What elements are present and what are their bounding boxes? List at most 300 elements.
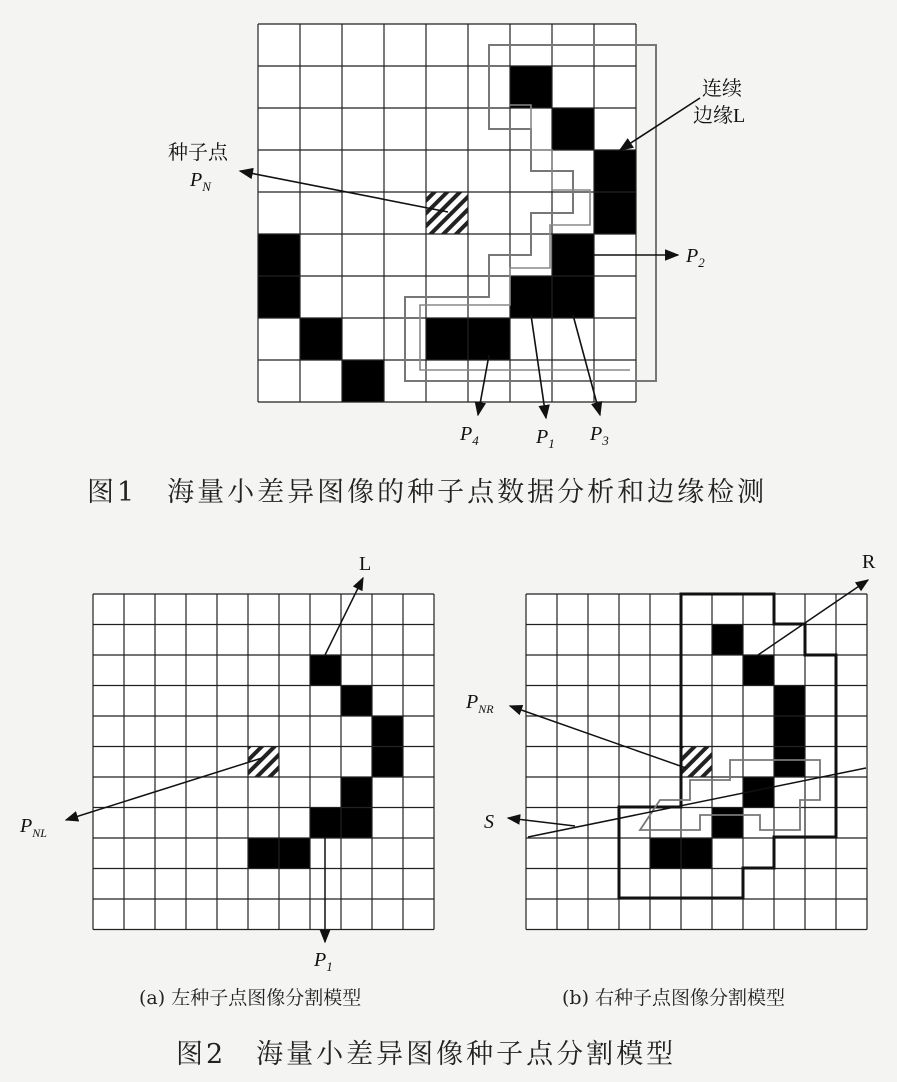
grid-cell: [384, 192, 426, 234]
grid-cell: [93, 625, 124, 656]
edge-pixel: [681, 838, 712, 869]
grid-cell: [426, 66, 468, 108]
grid-cell: [650, 594, 681, 625]
grid-cell: [403, 777, 434, 808]
grid-cell: [155, 686, 186, 717]
grid-cell: [681, 716, 712, 747]
grid-cell: [186, 594, 217, 625]
grid-cell: [300, 66, 342, 108]
grid-cell: [712, 686, 743, 717]
label-p3: $P_3$: [590, 423, 609, 448]
grid-cell: [426, 234, 468, 276]
grid-cell: [124, 655, 155, 686]
grid-cell: [650, 655, 681, 686]
grid-cell: [248, 655, 279, 686]
grid-cell: [588, 747, 619, 778]
edge-pixel: [594, 150, 636, 192]
grid-cell: [588, 686, 619, 717]
edge-pixel: [712, 625, 743, 656]
grid-cell: [372, 625, 403, 656]
grid-cell: [186, 747, 217, 778]
grid-cell: [743, 808, 774, 839]
grid-cell: [258, 66, 300, 108]
grid-cell: [836, 899, 867, 930]
grid-cell: [588, 625, 619, 656]
grid-cell: [342, 318, 384, 360]
grid-cell: [681, 899, 712, 930]
grid-cell: [805, 625, 836, 656]
grid-cell: [588, 838, 619, 869]
edge-pixel: [372, 747, 403, 778]
grid-cell: [93, 747, 124, 778]
grid-cell: [124, 777, 155, 808]
edge-pixel: [468, 318, 510, 360]
grid-cell: [279, 899, 310, 930]
edge-pixel: [743, 655, 774, 686]
grid-cell: [619, 625, 650, 656]
grid-cell: [93, 808, 124, 839]
grid-cell: [279, 777, 310, 808]
grid-cell: [403, 869, 434, 900]
grid-cell: [526, 594, 557, 625]
grid-cell: [588, 716, 619, 747]
grid-cell: [342, 66, 384, 108]
figure2b-caption: (b) 右种子点图像分割模型: [562, 987, 786, 1009]
grid-cell: [619, 777, 650, 808]
grid-cell: [526, 625, 557, 656]
grid-cell: [258, 360, 300, 402]
edge-pixel: [310, 808, 341, 839]
grid-cell: [526, 899, 557, 930]
grid-cell: [836, 777, 867, 808]
label-p4: $P_4$: [460, 423, 479, 448]
edge-pixel: [650, 838, 681, 869]
grid-cell: [712, 838, 743, 869]
grid-cell: [186, 625, 217, 656]
grid-cell: [342, 276, 384, 318]
grid-cell: [650, 869, 681, 900]
grid-cell: [836, 838, 867, 869]
grid-cell: [342, 108, 384, 150]
edge-pixel: [342, 360, 384, 402]
grid-cell: [155, 777, 186, 808]
grid-cell: [743, 899, 774, 930]
grid-cell: [93, 686, 124, 717]
edge-pixel: [372, 716, 403, 747]
edge-pixel: [300, 318, 342, 360]
grid-cell: [300, 234, 342, 276]
grid-cell: [681, 686, 712, 717]
edge-pixel: [552, 108, 594, 150]
figure2a-grid: [93, 594, 434, 930]
grid-cell: [557, 777, 588, 808]
grid-cell: [403, 655, 434, 686]
grid-cell: [217, 594, 248, 625]
grid-cell: [342, 24, 384, 66]
seed-pixel: [681, 747, 712, 778]
grid-cell: [619, 869, 650, 900]
grid-cell: [258, 318, 300, 360]
grid-cell: [300, 192, 342, 234]
edge-pixel: [426, 318, 468, 360]
grid-cell: [403, 899, 434, 930]
grid-cell: [403, 716, 434, 747]
grid-cell: [774, 869, 805, 900]
edge-pixel: [594, 192, 636, 234]
grid-cell: [310, 686, 341, 717]
grid-cell: [403, 625, 434, 656]
grid-cell: [712, 716, 743, 747]
grid-cell: [186, 899, 217, 930]
grid-cell: [712, 777, 743, 808]
grid-cell: [372, 594, 403, 625]
grid-cell: [712, 899, 743, 930]
grid-cell: [681, 655, 712, 686]
grid-cell: [836, 869, 867, 900]
grid-cell: [124, 899, 155, 930]
grid-cell: [557, 655, 588, 686]
grid-cell: [310, 594, 341, 625]
grid-cell: [384, 150, 426, 192]
grid-cell: [805, 899, 836, 930]
grid-cell: [155, 899, 186, 930]
grid-cell: [588, 808, 619, 839]
grid-cell: [310, 625, 341, 656]
grid-cell: [557, 899, 588, 930]
label-L: L: [359, 553, 372, 575]
grid-cell: [681, 625, 712, 656]
grid-cell: [300, 276, 342, 318]
grid-cell: [124, 838, 155, 869]
grid-cell: [588, 594, 619, 625]
grid-cell: [93, 838, 124, 869]
grid-cell: [805, 655, 836, 686]
grid-cell: [712, 594, 743, 625]
grid-cell: [372, 655, 403, 686]
grid-cell: [248, 625, 279, 656]
grid-cell: [217, 869, 248, 900]
grid-cell: [186, 655, 217, 686]
label-edge-line2: 边缘L: [693, 105, 746, 127]
grid-cell: [712, 655, 743, 686]
grid-cell: [217, 899, 248, 930]
grid-cell: [836, 655, 867, 686]
grid-cell: [155, 655, 186, 686]
grid-cell: [650, 899, 681, 930]
grid-cell: [836, 625, 867, 656]
grid-cell: [403, 838, 434, 869]
figure2-caption: 图2 海量小差异图像种子点分割模型: [176, 1039, 677, 1070]
edge-pixel: [774, 716, 805, 747]
edge-pixel: [341, 777, 372, 808]
grid-cell: [557, 838, 588, 869]
grid-cell: [341, 716, 372, 747]
grid-cell: [124, 869, 155, 900]
grid-cell: [93, 869, 124, 900]
grid-cell: [526, 869, 557, 900]
grid-cell: [650, 777, 681, 808]
edge-pixel: [510, 66, 552, 108]
grid-cell: [93, 716, 124, 747]
grid-cell: [93, 655, 124, 686]
grid-cell: [300, 24, 342, 66]
grid-cell: [526, 838, 557, 869]
grid-cell: [124, 594, 155, 625]
grid-cell: [279, 869, 310, 900]
grid-cell: [217, 747, 248, 778]
grid-cell: [155, 869, 186, 900]
grid-cell: [248, 594, 279, 625]
grid-cell: [743, 716, 774, 747]
grid-cell: [526, 686, 557, 717]
label-pnl: $P_{NL}$: [20, 815, 47, 840]
label-seed-line1: 种子点: [168, 142, 228, 164]
grid-cell: [341, 899, 372, 930]
grid-cell: [743, 869, 774, 900]
grid-cell: [248, 869, 279, 900]
grid-cell: [557, 808, 588, 839]
grid-cell: [588, 655, 619, 686]
grid-cell: [681, 808, 712, 839]
grid-cell: [468, 192, 510, 234]
grid-cell: [805, 869, 836, 900]
grid-cell: [384, 66, 426, 108]
label-R: R: [862, 551, 876, 573]
grid-cell: [650, 625, 681, 656]
grid-cell: [186, 716, 217, 747]
grid-cell: [279, 625, 310, 656]
figure1-grid: [258, 24, 636, 402]
grid-cell: [217, 716, 248, 747]
label-S: S: [484, 811, 494, 833]
grid-cell: [526, 747, 557, 778]
grid-cell: [619, 594, 650, 625]
grid-cell: [258, 150, 300, 192]
grid-cell: [217, 625, 248, 656]
grid-cell: [372, 899, 403, 930]
grid-cell: [279, 747, 310, 778]
figure2b-grid: [526, 594, 867, 930]
grid-cell: [650, 747, 681, 778]
grid-cell: [155, 625, 186, 656]
grid-cell: [248, 808, 279, 839]
edge-pixel: [310, 655, 341, 686]
grid-cell: [279, 686, 310, 717]
grid-cell: [403, 808, 434, 839]
edge-pixel: [552, 276, 594, 318]
grid-cell: [712, 869, 743, 900]
grid-cell: [300, 360, 342, 402]
grid-cell: [557, 594, 588, 625]
grid-cell: [526, 777, 557, 808]
grid-cell: [248, 686, 279, 717]
edge-pixel: [510, 276, 552, 318]
grid-cell: [510, 318, 552, 360]
grid-cell: [594, 66, 636, 108]
grid-cell: [155, 594, 186, 625]
grid-cell: [403, 594, 434, 625]
grid-cell: [619, 747, 650, 778]
grid-cell: [279, 594, 310, 625]
grid-cell: [372, 808, 403, 839]
seed-pixel: [426, 192, 468, 234]
grid-cell: [124, 716, 155, 747]
grid-cell: [774, 625, 805, 656]
grid-cell: [155, 716, 186, 747]
grid-cell: [426, 150, 468, 192]
grid-cell: [557, 869, 588, 900]
grid-cell: [384, 24, 426, 66]
grid-cell: [341, 655, 372, 686]
grid-cell: [279, 655, 310, 686]
grid-cell: [341, 747, 372, 778]
grid-cell: [155, 838, 186, 869]
label-p1-left: $P_1$: [314, 949, 333, 974]
grid-cell: [248, 777, 279, 808]
grid-cell: [805, 686, 836, 717]
grid-cell: [279, 716, 310, 747]
grid-cell: [588, 777, 619, 808]
grid-cell: [743, 686, 774, 717]
edge-pixel: [341, 808, 372, 839]
figure2a-caption: (a) 左种子点图像分割模型: [139, 987, 362, 1009]
grid-cell: [93, 594, 124, 625]
grid-cell: [619, 716, 650, 747]
grid-cell: [774, 655, 805, 686]
grid-cell: [588, 899, 619, 930]
grid-cell: [557, 747, 588, 778]
grid-cell: [372, 777, 403, 808]
label-edge-line1: 连续: [702, 78, 742, 100]
grid-cell: [279, 808, 310, 839]
grid-cell: [186, 838, 217, 869]
grid-cell: [774, 594, 805, 625]
grid-cell: [681, 594, 712, 625]
grid-cell: [124, 625, 155, 656]
grid-cell: [426, 24, 468, 66]
grid-cell: [619, 838, 650, 869]
grid-cell: [248, 716, 279, 747]
grid-cell: [552, 66, 594, 108]
grid-cell: [342, 150, 384, 192]
grid-cell: [743, 838, 774, 869]
grid-cell: [258, 108, 300, 150]
grid-cell: [300, 108, 342, 150]
grid-cell: [712, 747, 743, 778]
grid-cell: [341, 625, 372, 656]
grid-cell: [836, 686, 867, 717]
grid-cell: [186, 686, 217, 717]
grid-cell: [557, 625, 588, 656]
grid-cell: [836, 808, 867, 839]
grid-cell: [650, 808, 681, 839]
grid-cell: [300, 150, 342, 192]
grid-cell: [774, 838, 805, 869]
grid-cell: [743, 747, 774, 778]
grid-cell: [372, 838, 403, 869]
label-pnr: $P_{NR}$: [466, 691, 494, 716]
grid-cell: [384, 234, 426, 276]
grid-cell: [619, 899, 650, 930]
grid-cell: [426, 108, 468, 150]
grid-cell: [552, 318, 594, 360]
grid-cell: [743, 594, 774, 625]
grid-cell: [217, 838, 248, 869]
grid-cell: [186, 869, 217, 900]
grid-cell: [342, 234, 384, 276]
label-p2: $P_2$: [686, 245, 705, 270]
grid-cell: [384, 108, 426, 150]
grid-cell: [341, 594, 372, 625]
grid-cell: [619, 686, 650, 717]
grid-cell: [650, 686, 681, 717]
grid-cell: [650, 716, 681, 747]
grid-cell: [93, 899, 124, 930]
grid-cell: [743, 625, 774, 656]
grid-cell: [217, 808, 248, 839]
grid-cell: [217, 777, 248, 808]
grid-cell: [594, 276, 636, 318]
edge-pixel: [258, 234, 300, 276]
grid-cell: [155, 808, 186, 839]
grid-cell: [468, 150, 510, 192]
edge-pixel: [774, 747, 805, 778]
grid-cell: [217, 686, 248, 717]
grid-cell: [258, 24, 300, 66]
grid-cell: [681, 869, 712, 900]
grid-cell: [594, 318, 636, 360]
grid-cell: [124, 686, 155, 717]
grid-cell: [588, 869, 619, 900]
grid-cell: [124, 747, 155, 778]
grid-cell: [310, 716, 341, 747]
grid-cell: [526, 655, 557, 686]
grid-cell: [805, 808, 836, 839]
grid-cell: [774, 899, 805, 930]
grid-cell: [248, 899, 279, 930]
grid-cell: [186, 777, 217, 808]
seed-pixel: [248, 747, 279, 778]
edge-pixel: [712, 808, 743, 839]
edge-pixel: [258, 276, 300, 318]
figure1-caption: 图1 海量小差异图像的种子点数据分析和边缘检测: [87, 477, 768, 508]
edge-pixel: [774, 686, 805, 717]
grid-cell: [836, 716, 867, 747]
grid-cell: [619, 655, 650, 686]
grid-cell: [805, 838, 836, 869]
grid-cell: [341, 869, 372, 900]
grid-cell: [258, 192, 300, 234]
edge-pixel: [552, 234, 594, 276]
grid-cell: [310, 747, 341, 778]
grid-cell: [805, 716, 836, 747]
grid-cell: [217, 655, 248, 686]
edge-pixel: [341, 686, 372, 717]
grid-cell: [310, 777, 341, 808]
grid-cell: [403, 747, 434, 778]
label-p1: $P_1$: [536, 426, 555, 451]
grid-cell: [341, 838, 372, 869]
edge-pixel: [248, 838, 279, 869]
grid-cell: [372, 686, 403, 717]
grid-cell: [403, 686, 434, 717]
grid-cell: [372, 869, 403, 900]
grid-cell: [186, 808, 217, 839]
grid-cell: [155, 747, 186, 778]
grid-cell: [124, 808, 155, 839]
label-seed-pn: $P_N$: [190, 169, 211, 194]
edge-pixel: [279, 838, 310, 869]
